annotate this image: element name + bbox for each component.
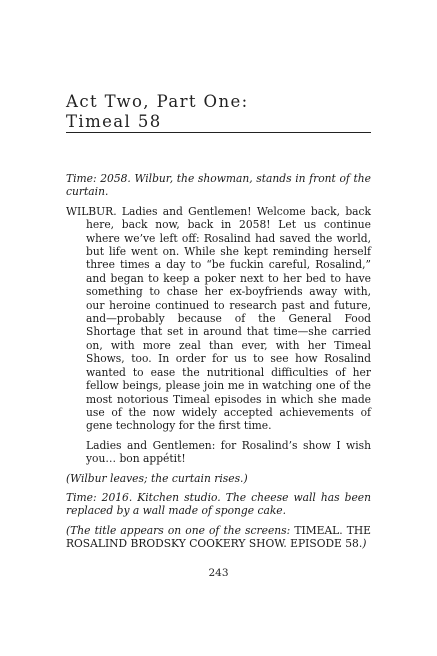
- chapter-heading-line-1: Act Two, Part One:: [66, 92, 249, 111]
- stage-direction-kitchen: Time: 2016. Kitchen studio. The cheese wall has been replaced by a wall made of sponge cake.: [66, 490, 371, 518]
- stage-direction-title-before: (The title appears on one of the screens:: [66, 523, 295, 537]
- page-number: 243: [208, 567, 229, 579]
- speaker-name: WILBUR.: [66, 204, 117, 218]
- stage-direction-title-after: ): [362, 537, 367, 551]
- heading-underline: [66, 132, 371, 133]
- script-body: [66, 172, 371, 557]
- chapter-heading: [66, 92, 372, 132]
- stage-direction-curtain: (Wilbur leaves; the curtain rises.): [66, 471, 248, 485]
- speech-paragraph-1: Ladies and Gentlemen! Welcome back, back here, back now, back in 2058! Let us continue where we’ve left off: Rosalind had saved the world, but life went on. While she kept reminding herself three times a day to “be fuckin careful, Rosalind,” and began to keep a poker next to her bed to have something to chase her ex-boyfriends away with, our heroine continued to research past and future, and—probably because of the General Food Shortage that set in around that time—she carried on, with more zeal than ever, with her Timeal Shows, too. In order for us to see how Rosalind wanted to ease the nutritional difficulties of her fellow beings, please join me in watching one of the most notorious Timeal episodes in which she made use of the now widely accepted achievements of gene technology for the first time.: [86, 204, 371, 433]
- speech-paragraph-2: Ladies and Gentlemen: for Rosalind’s show I wish you… bon appétit!: [86, 438, 371, 466]
- stage-direction-opening: Time: 2058. Wilbur, the showman, stands in front of the curtain.: [66, 172, 371, 199]
- stage-direction-title: [66, 524, 371, 551]
- episode-title: TIMEAL. THE ROSALIND BRODSKY COOKERY SHOW. EPISODE 58.: [66, 523, 371, 551]
- wilbur-speech: [66, 205, 371, 433]
- chapter-heading-line-2: Timeal 58: [66, 112, 162, 131]
